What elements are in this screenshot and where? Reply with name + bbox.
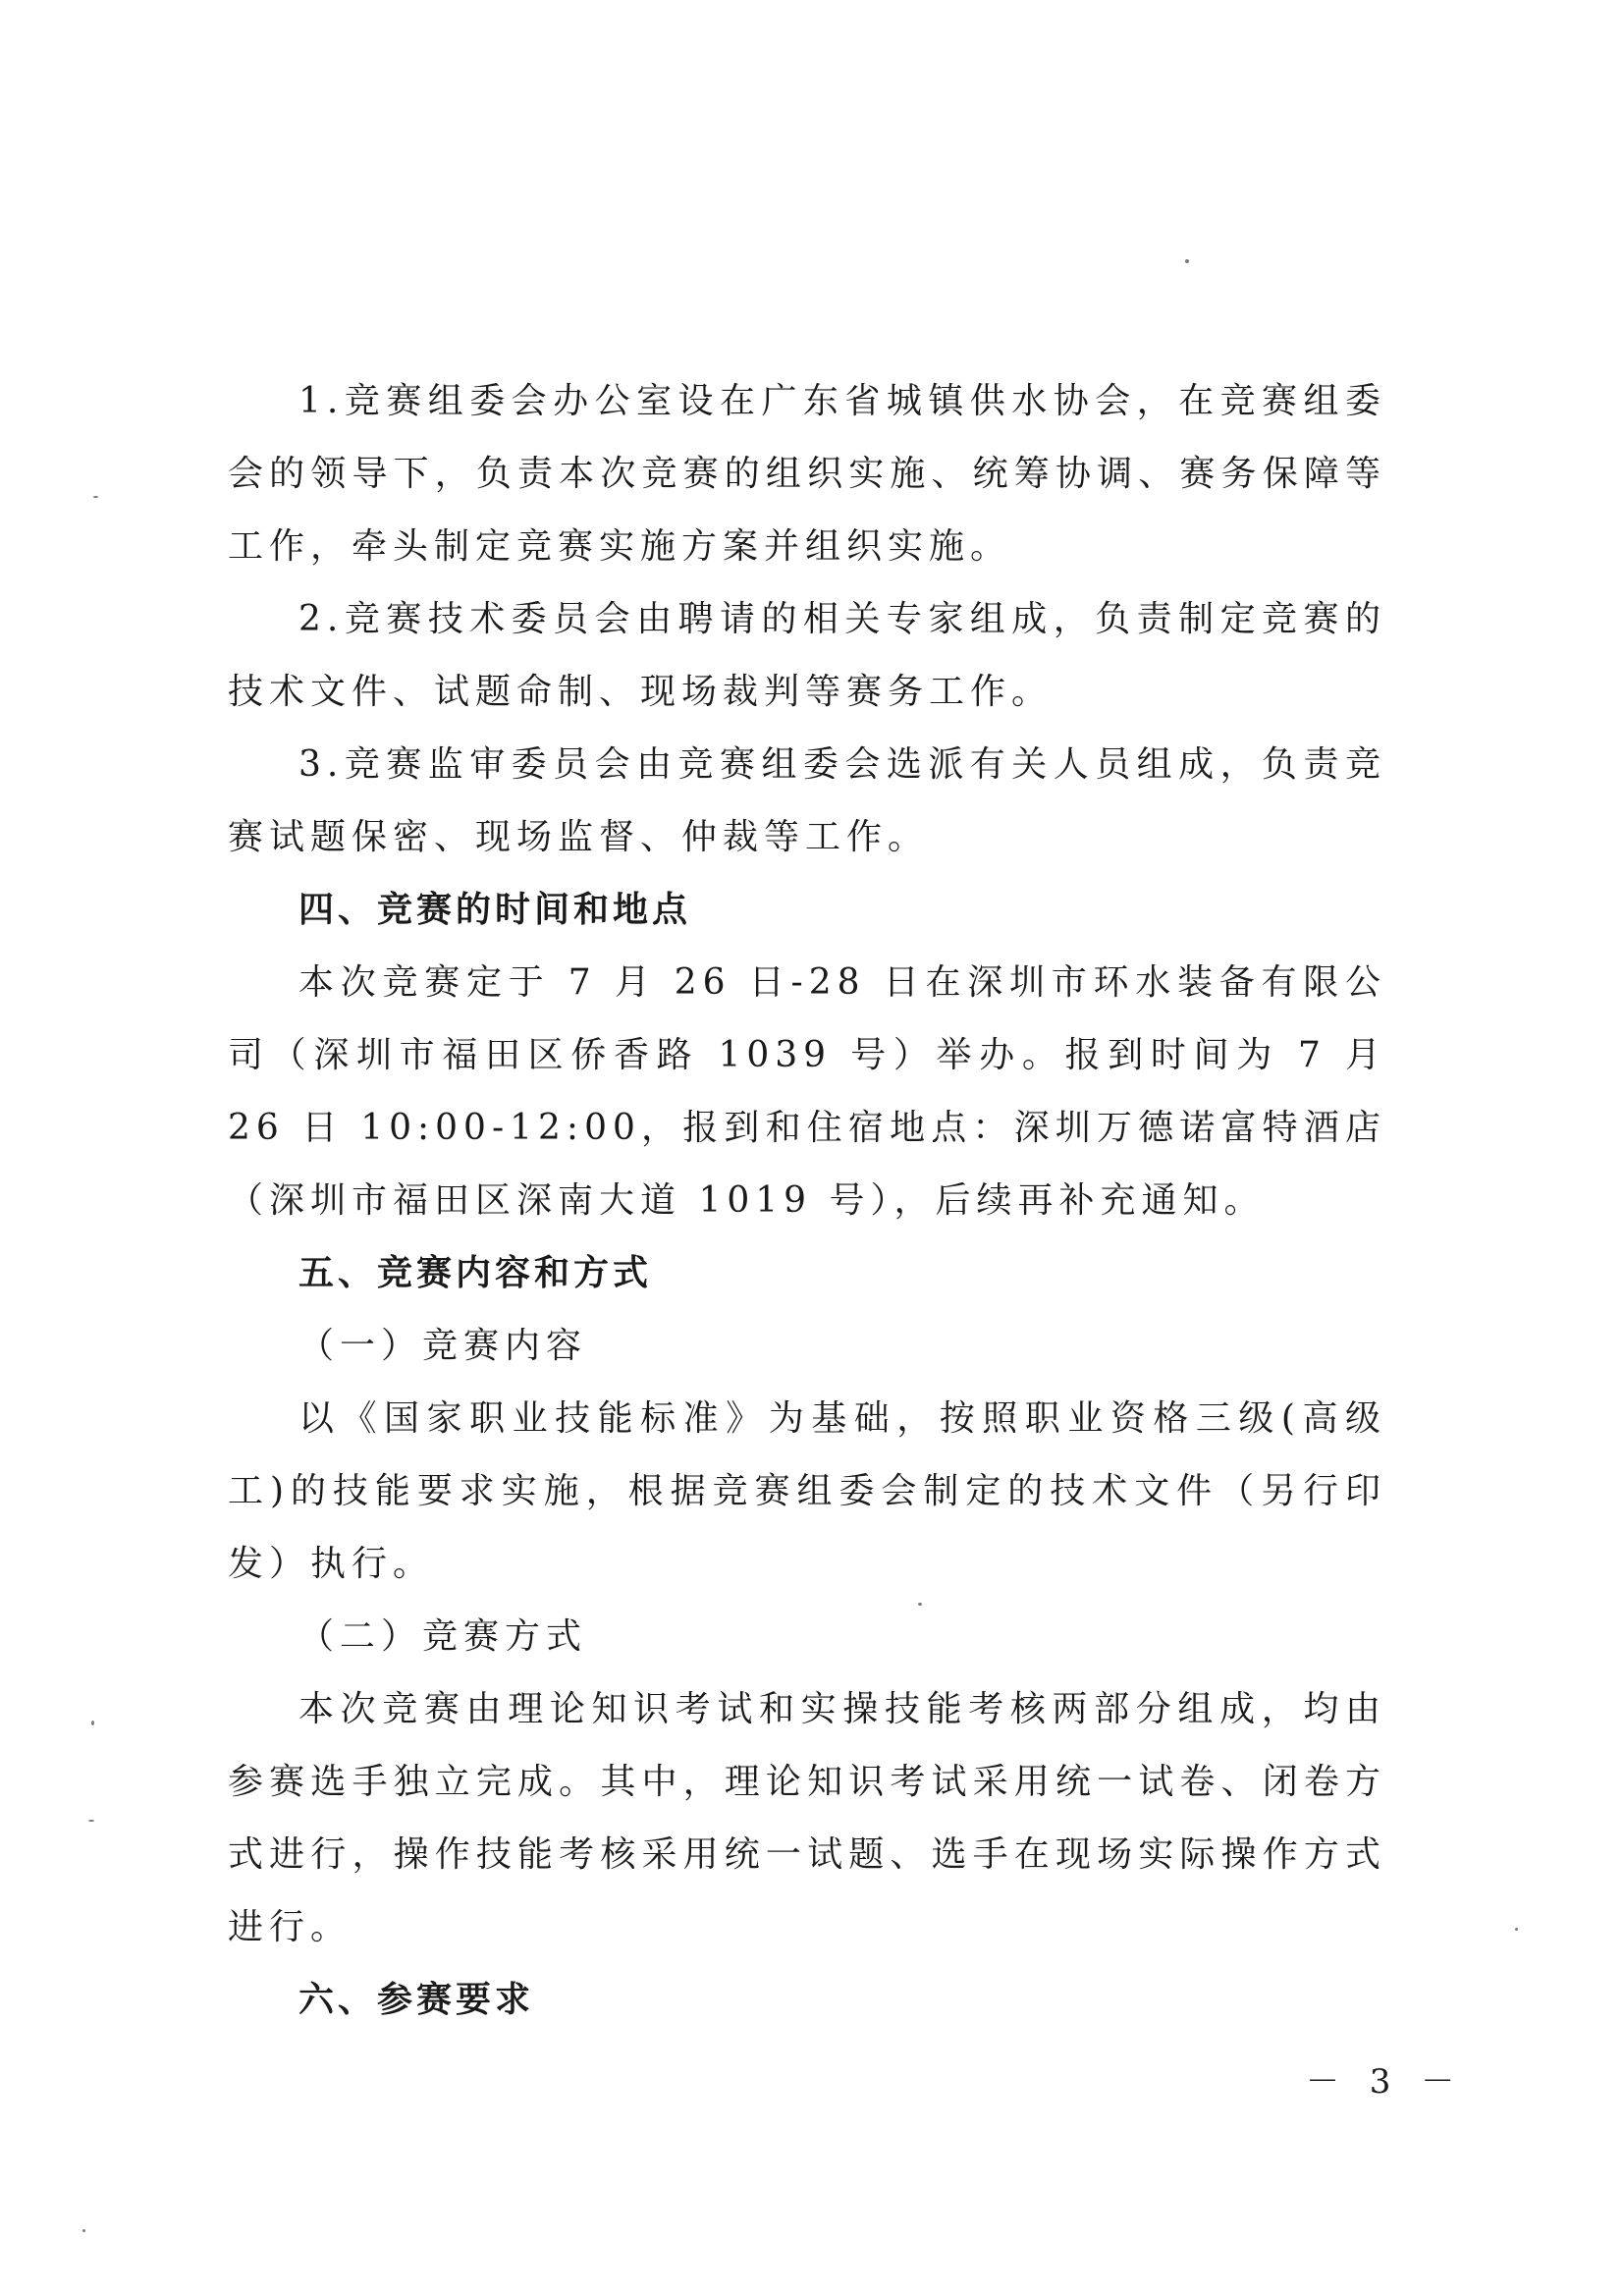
paragraph-organizing-office: 1.竞赛组委会办公室设在广东省城镇供水协会，在竞赛组委会的领导下，负责本次竞赛的组织实施、统筹协调、赛务保障等工作，牵头制定竞赛实施方案并组织实施。 — [228, 381, 1386, 567]
page-number: － 3 － — [1306, 2062, 1465, 2102]
scan-speck — [918, 1603, 922, 1606]
scan-speck — [93, 496, 98, 498]
subheading-content: （一）竞赛内容 — [298, 1326, 588, 1366]
paragraph-content: 以《国家职业技能标准》为基础，按照职业资格三级(高级工)的技能要求实施，根据竞赛组委会制定的技术文件（另行印发）执行。 — [228, 1398, 1386, 1584]
scan-speck — [91, 1721, 94, 1725]
scan-speck — [88, 1820, 94, 1822]
paragraph-technical-committee: 2.竞赛技术委员会由聘请的相关专家组成，负责制定竞赛的技术文件、试题命制、现场裁判等赛务工作。 — [228, 599, 1386, 712]
paragraph-time-location: 本次竞赛定于 7 月 26 日-28 日在深圳市环水装备有限公司（深圳市福田区侨香路 1039 号）举办。报到时间为 7 月 26 日 10:00-12:00，报到和住宿地点：深圳万德诺富特酒店（深圳市福田区深南大道 1019 号），后续再补充通知。 — [228, 962, 1386, 1221]
section-heading-content-method: 五、竞赛内容和方式 — [298, 1253, 653, 1293]
scan-speck — [82, 2229, 85, 2232]
section-heading-time-location: 四、竞赛的时间和地点 — [298, 890, 692, 930]
document-body — [228, 365, 1386, 2037]
scan-speck — [1515, 1928, 1518, 1931]
paragraph-method: 本次竞赛由理论知识考试和实操技能考核两部分组成，均由参赛选手独立完成。其中，理论知识考试采用统一试卷、闭卷方式进行，操作技能考核采用统一试题、选手在现场实际操作方式进行。 — [228, 1689, 1386, 1947]
section-heading-requirements: 六、参赛要求 — [298, 1980, 535, 2020]
scan-speck — [1185, 259, 1189, 263]
subheading-method: （二）竞赛方式 — [298, 1616, 588, 1657]
paragraph-supervision-committee: 3.竞赛监审委员会由竞赛组委会选派有关人员组成，负责竞赛试题保密、现场监督、仲裁等工作。 — [228, 744, 1386, 857]
